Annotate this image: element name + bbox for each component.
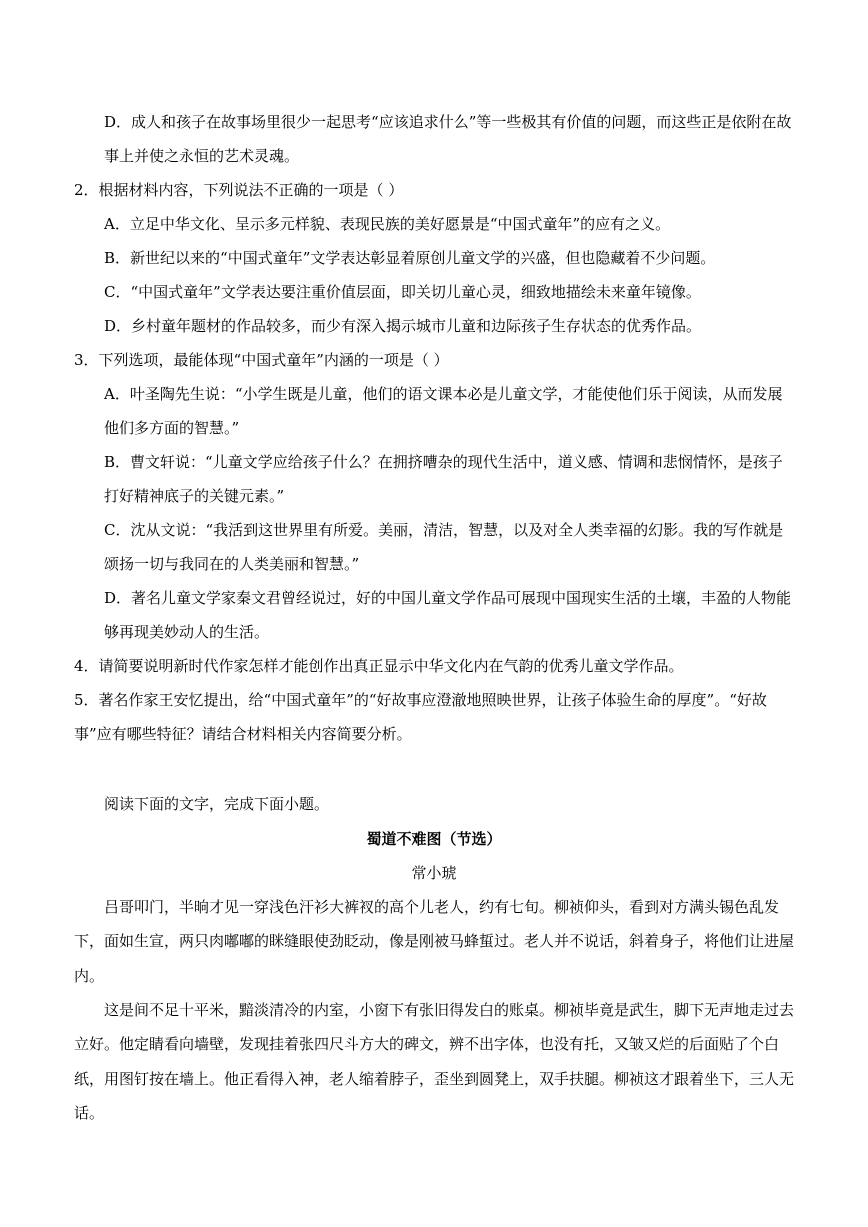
q2-option-d: D．乡村童年题材的作品较多，而少有深入揭示城市儿童和边际孩子生存状态的优秀作品。 bbox=[104, 317, 702, 335]
q3-option-b: B．曹文轩说：“儿童文学应给孩子什么？在拥挤嘈杂的现代生活中，道义感、情调和悲悯情怀，是孩子打好精神底子的关键元素。” bbox=[104, 453, 783, 505]
q3-stem: 3．下列选项，最能体现“中国式童年”内涵的一项是（ ） bbox=[74, 351, 449, 369]
q3-option-c: C．沈从文说：“我活到这世界里有所爱。美丽，清洁，智慧，以及对全人类幸福的幻影。我的写作就是颂扬一切与我同在的人类美丽和智慧。” bbox=[104, 521, 784, 573]
q2-option-c: C．“中国式童年”文学表达要注重价值层面，即关切儿童心灵，细致地描绘未来童年镜像。 bbox=[104, 283, 701, 301]
q5: 5．著名作家王安忆提出，给“中国式童年”的“好故事应澄澈地照映世界，让孩子体验生命的厚度”。“好故事”应有哪些特征？请结合材料相关内容简要分析。 bbox=[74, 691, 767, 743]
story-title: 蜀道不难图（节选） bbox=[366, 830, 502, 848]
q2-option-a: A．立足中华文化、呈示多元样貌、表现民族的美好愿景是“中国式童年”的应有之义。 bbox=[104, 215, 671, 233]
q3-option-d: D．著名儿童文学家秦文君曾经说过，好的中国儿童文学作品可展现中国现实生活的土壤，丰盈的人物能够再现美妙动人的生活。 bbox=[104, 589, 792, 641]
story-author: 常小琥 bbox=[411, 864, 457, 882]
q4: 4．请简要说明新时代作家怎样才能创作出真正显示中华文化内在气韵的优秀儿童文学作品。 bbox=[74, 657, 684, 675]
q2-option-b: B．新世纪以来的“中国式童年”文学表达彰显着原创儿童文学的兴盛，但也隐藏着不少问题。 bbox=[104, 249, 716, 267]
reading-instruction: 阅读下面的文字，完成下面小题。 bbox=[104, 795, 330, 813]
q2-stem: 2．根据材料内容，下列说法不正确的一项是（ ） bbox=[74, 181, 404, 199]
story-paragraph: 这是间不足十平米，黯淡清冷的内室，小窗下有张旧得发白的账桌。柳祯毕竟是武生，脚下无声地走过去立好。他定睛看向墙壁，发现挂着张四尺斗方大的碑文，辨不出字体，也没有托，又皱又烂的后面贴了个白纸，用图钉按在墙上。他正看得入神，老人缩着脖子，歪坐到圆凳上，双手扶腿。柳祯这才跟着坐下，三人无话。 bbox=[74, 1001, 795, 1122]
q1-option-d: D．成人和孩子在故事场里很少一起思考“应该追求什么”等一些极其有价值的问题，而这些正是依附在故事上并使之永恒的艺术灵魂。 bbox=[104, 113, 792, 165]
story-paragraph: 吕哥叩门，半晌才见一穿浅色汗衫大裤衩的高个儿老人，约有七旬。柳祯仰头，看到对方满头锡色乱发下，面如生宣，两只肉嘟嘟的眯缝眼使劲眨动，像是刚被马蜂蜇过。老人并不说话，斜着身子，将他们让进屋内。 bbox=[74, 898, 795, 985]
q3-option-a: A．叶圣陶先生说：“小学生既是儿童，他们的语文课本必是儿童文学，才能使他们乐于阅读，从而发展他们多方面的智慧。” bbox=[104, 385, 783, 437]
